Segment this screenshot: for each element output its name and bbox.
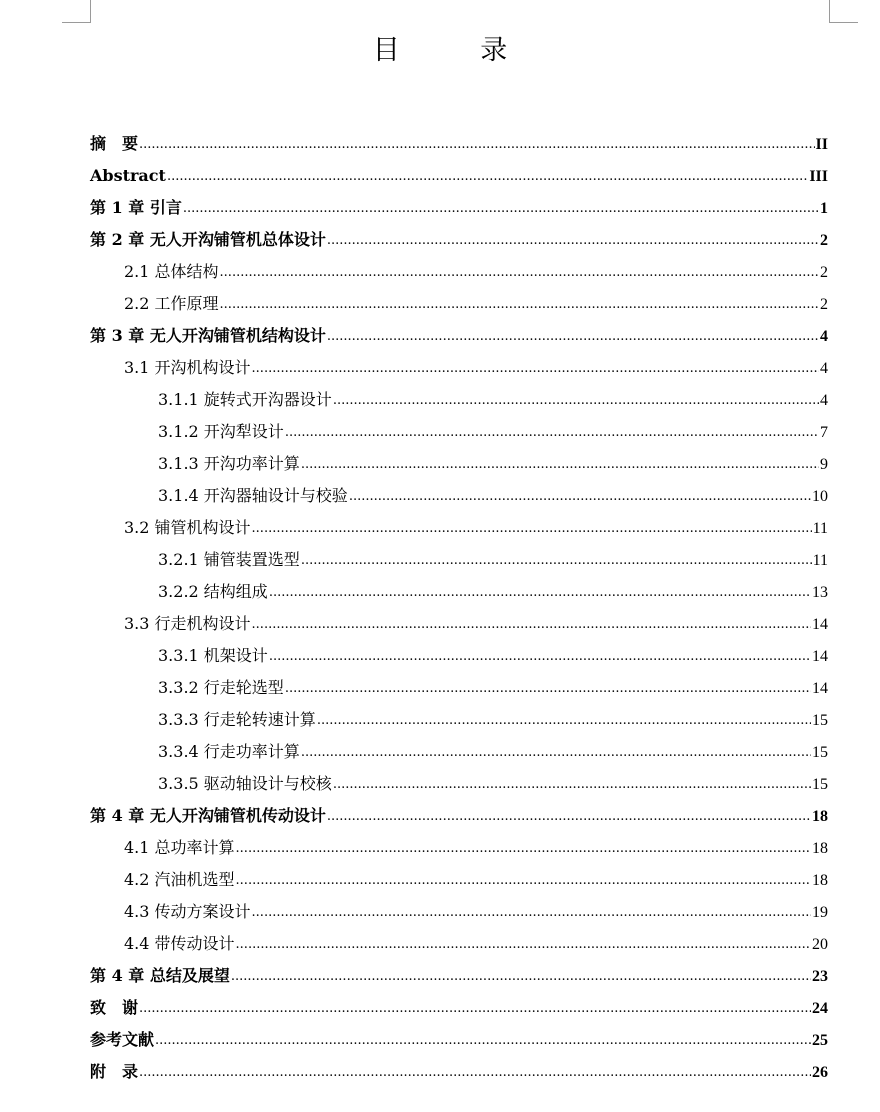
toc-entry-page-number: 18: [812, 872, 828, 889]
toc-dot-leader: [236, 927, 811, 961]
toc-entry[interactable]: [90, 896, 828, 928]
toc-entry[interactable]: [90, 1056, 828, 1088]
toc-entry[interactable]: [90, 384, 828, 416]
toc-dot-leader: [139, 127, 815, 161]
toc-entry[interactable]: [90, 480, 828, 512]
toc-entry-title: 4.1 总功率计算: [124, 838, 235, 857]
toc-dot-leader: [327, 799, 811, 833]
toc-entry[interactable]: [90, 768, 828, 800]
crop-mark-top-right-vertical: [829, 0, 830, 22]
crop-mark-top-right-horizontal: [829, 22, 858, 23]
toc-entry-page-number: III: [809, 168, 828, 185]
toc-entry-title: 3.1.3 开沟功率计算: [158, 454, 300, 473]
toc-entry[interactable]: [90, 352, 828, 384]
toc-entry[interactable]: [90, 512, 828, 544]
toc-entry-page-number: 19: [812, 904, 828, 921]
toc-entry-page-number: 18: [812, 808, 828, 825]
toc-entry-page-number: 25: [812, 1032, 828, 1049]
toc-entry[interactable]: [90, 544, 828, 576]
toc-entry-title: 4.4 带传动设计: [124, 934, 235, 953]
toc-dot-leader: [167, 159, 808, 193]
toc-entry-page-number: 14: [812, 680, 828, 697]
toc-entry-page-number: 15: [812, 776, 828, 793]
toc-dot-leader: [269, 639, 811, 673]
toc-entry-page-number: 15: [812, 712, 828, 729]
toc-dot-leader: [349, 479, 811, 513]
toc-dot-leader: [285, 415, 819, 449]
toc-dot-leader: [252, 511, 812, 545]
toc-entry[interactable]: [90, 416, 828, 448]
toc-entry-title: 3.1 开沟机构设计: [124, 358, 251, 377]
toc-entry-page-number: 14: [812, 648, 828, 665]
toc-entry-title: 3.3.2 行走轮选型: [158, 678, 284, 697]
toc-entry-title: 3.2 铺管机构设计: [124, 518, 251, 537]
toc-entry[interactable]: [90, 576, 828, 608]
toc-entry-page-number: 11: [812, 552, 828, 569]
toc-entry-title: 摘 要: [90, 134, 139, 153]
toc-entry-page-number: 13: [812, 584, 828, 601]
toc-dot-leader: [236, 831, 811, 865]
toc-entry-title: Abstract: [90, 166, 166, 185]
toc-entry[interactable]: [90, 800, 828, 832]
toc-dot-leader: [252, 895, 811, 929]
toc-entry-page-number: 10: [812, 488, 828, 505]
toc-entry[interactable]: [90, 608, 828, 640]
toc-entry-title: 2.1 总体结构: [124, 262, 219, 281]
toc-entry-title: 4.2 汽油机选型: [124, 870, 235, 889]
toc-entry-page-number: 9: [820, 456, 828, 473]
toc-entry-title: 3.3.5 驱动轴设计与校核: [158, 774, 332, 793]
toc-entry-page-number: 1: [820, 200, 828, 217]
toc-dot-leader: [252, 351, 819, 385]
toc-dot-leader: [285, 671, 811, 705]
toc-entry-title: 第 3 章 无人开沟铺管机结构设计: [90, 326, 326, 345]
toc-entry[interactable]: [90, 928, 828, 960]
toc-dot-leader: [220, 255, 819, 289]
toc-entry-title: 4.3 传动方案设计: [124, 902, 251, 921]
toc-entry-page-number: 4: [820, 360, 828, 377]
toc-entry[interactable]: [90, 672, 828, 704]
toc-entry[interactable]: [90, 992, 828, 1024]
toc-entry[interactable]: [90, 288, 828, 320]
toc-entry-page-number: 4: [820, 392, 828, 409]
toc-dot-leader: [317, 703, 811, 737]
toc-entry[interactable]: [90, 256, 828, 288]
toc-dot-leader: [252, 607, 811, 641]
toc-entry-page-number: 4: [820, 328, 828, 345]
toc-entry-page-number: II: [815, 136, 828, 153]
table-of-contents: [90, 128, 828, 1088]
toc-entry-title: 第 2 章 无人开沟铺管机总体设计: [90, 230, 326, 249]
toc-entry-page-number: 7: [820, 424, 828, 441]
toc-entry-title: 3.3.3 行走轮转速计算: [158, 710, 316, 729]
toc-dot-leader: [327, 319, 819, 353]
toc-entry-title: 3.1.1 旋转式开沟器设计: [158, 390, 332, 409]
toc-entry-title: 3.3 行走机构设计: [124, 614, 251, 633]
toc-entry-title: 3.3.4 行走功率计算: [158, 742, 300, 761]
toc-entry-page-number: 2: [820, 232, 828, 249]
toc-entry-title: 2.2 工作原理: [124, 294, 219, 313]
toc-dot-leader: [333, 383, 819, 417]
toc-entry[interactable]: [90, 448, 828, 480]
toc-dot-leader: [333, 767, 811, 801]
toc-dot-leader: [139, 991, 811, 1025]
toc-dot-leader: [231, 959, 811, 993]
toc-entry[interactable]: [90, 320, 828, 352]
toc-entry-page-number: 26: [812, 1064, 828, 1081]
toc-entry[interactable]: [90, 224, 828, 256]
toc-dot-leader: [183, 191, 819, 225]
toc-entry[interactable]: [90, 160, 828, 192]
toc-dot-leader: [155, 1023, 811, 1057]
toc-entry-title: 3.1.4 开沟器轴设计与校验: [158, 486, 348, 505]
toc-entry-page-number: 2: [820, 264, 828, 281]
toc-entry[interactable]: [90, 736, 828, 768]
toc-entry[interactable]: [90, 704, 828, 736]
crop-mark-top-left-vertical: [90, 0, 91, 22]
toc-entry-page-number: 14: [812, 616, 828, 633]
toc-entry[interactable]: [90, 1024, 828, 1056]
toc-entry[interactable]: [90, 128, 828, 160]
toc-entry-page-number: 18: [812, 840, 828, 857]
toc-dot-leader: [327, 223, 819, 257]
toc-dot-leader: [220, 287, 819, 321]
toc-entry-title: 第 4 章 无人开沟铺管机传动设计: [90, 806, 326, 825]
toc-entry-title: 3.2.1 铺管装置选型: [158, 550, 300, 569]
toc-dot-leader: [301, 447, 819, 481]
toc-entry[interactable]: [90, 864, 828, 896]
toc-entry-title: 第 1 章 引言: [90, 198, 182, 217]
toc-entry-page-number: 11: [812, 520, 828, 537]
toc-entry-page-number: 2: [820, 296, 828, 313]
toc-entry[interactable]: [90, 960, 828, 992]
toc-dot-leader: [301, 735, 811, 769]
toc-entry-page-number: 24: [812, 1000, 828, 1017]
toc-entry-title: 致 谢: [90, 998, 139, 1017]
page-title: 目 录: [372, 35, 544, 66]
toc-entry-page-number: 15: [812, 744, 828, 761]
toc-entry[interactable]: [90, 832, 828, 864]
toc-dot-leader: [269, 575, 811, 609]
toc-entry[interactable]: [90, 192, 828, 224]
toc-entry-title: 第 4 章 总结及展望: [90, 966, 230, 985]
toc-entry-title: 3.3.1 机架设计: [158, 646, 268, 665]
toc-entry-title: 参考文献: [90, 1030, 155, 1049]
toc-entry[interactable]: [90, 640, 828, 672]
toc-dot-leader: [139, 1055, 811, 1089]
crop-mark-top-left-horizontal: [62, 22, 91, 23]
toc-dot-leader: [236, 863, 811, 897]
toc-entry-title: 3.1.2 开沟犁设计: [158, 422, 284, 441]
toc-dot-leader: [301, 543, 812, 577]
toc-entry-title: 3.2.2 结构组成: [158, 582, 268, 601]
toc-entry-page-number: 20: [812, 936, 828, 953]
toc-entry-title: 附 录: [90, 1062, 139, 1081]
toc-entry-page-number: 23: [812, 968, 828, 985]
